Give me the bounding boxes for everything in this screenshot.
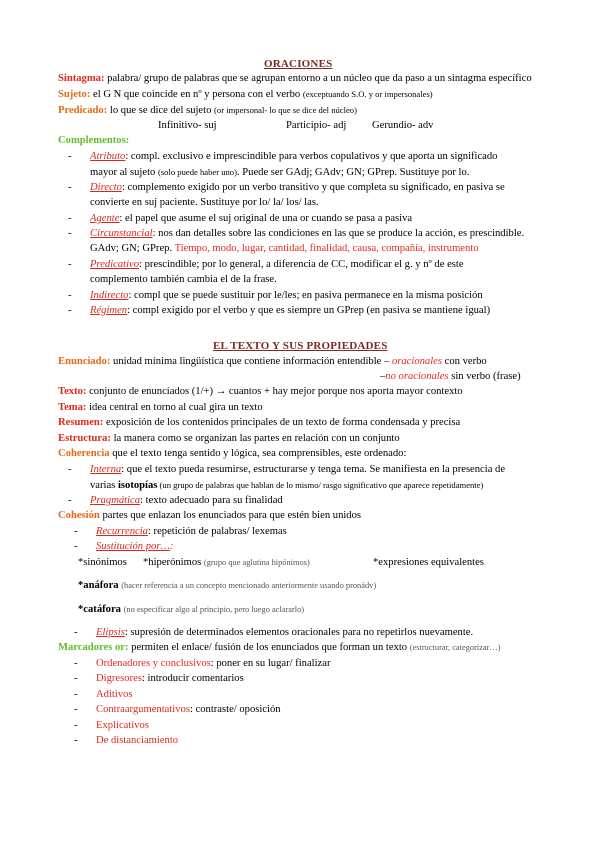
bullet-dash: - xyxy=(68,290,72,301)
bullet-dash: - xyxy=(68,213,72,224)
term-marcadores: Marcadores or: xyxy=(58,642,129,653)
bullet-dash: - xyxy=(68,464,72,475)
term-indirecto: Indirecto xyxy=(90,290,129,301)
complementos-heading: Complementos: xyxy=(58,135,130,146)
def-estructura xyxy=(58,432,400,446)
tema-text: idea central en torno al cual gira un texto xyxy=(86,402,263,413)
circunstancial-line2: GAdv; GN; GPrep. xyxy=(90,243,175,254)
cohesion-elipsis xyxy=(74,626,473,640)
term-explicativos: Explicativos xyxy=(96,720,149,731)
cohesion-text: partes que enlazan los enunciados para que estén bien unidos xyxy=(99,510,362,521)
texto-text: conjunto de enunciados (1/+) → cuantos + hay mejor porque nos aporta mayor contexto xyxy=(86,386,463,397)
complemento-circunstancial-line2 xyxy=(90,242,479,256)
def-sujeto-note: (exceptuando S.O. y or impersonales) xyxy=(302,89,433,99)
circunstancial-text: : nos dan detalles sobre las condiciones en las que se produce la acción, es prescindible. xyxy=(152,228,525,239)
def-sujeto-text: el G N que coincide en nº y persona con el verbo xyxy=(90,89,303,100)
term-sustitucion: Sustitución por… xyxy=(96,541,170,552)
sustitucion-colon: : xyxy=(169,541,174,552)
enunciado-no-oracionales-desc: sin verbo (frase) xyxy=(448,371,521,382)
enunciado-oracionales: oracionales xyxy=(391,356,442,367)
term-distanciamiento: De distanciamiento xyxy=(96,735,179,746)
marcador-distanciamiento xyxy=(74,734,178,748)
term-pragmatica: Pragmática xyxy=(90,495,141,506)
coherencia-interna-line2 xyxy=(90,478,483,493)
complemento-regimen xyxy=(68,304,490,318)
estructura-text: la manera como se organizan las partes en relación con un conjunto xyxy=(110,433,400,444)
sustitucion-catafora xyxy=(78,603,304,617)
hiperonimos-note: (grupo que aglutina hipónimos) xyxy=(203,558,310,567)
cohesion-sustitucion xyxy=(74,540,173,554)
term-coherencia: Coherencia xyxy=(58,448,110,459)
sustitucion-expresiones: *expresiones equivalentes xyxy=(373,557,484,568)
term-sujeto: Sujeto: xyxy=(58,89,91,100)
digresores-text: : introducir comentarios xyxy=(141,673,244,684)
term-interna: Interna xyxy=(90,464,122,475)
enunciado-text: unidad mínima lingüística que contiene información entendible – xyxy=(110,356,392,367)
bullet-dash: - xyxy=(68,259,72,270)
def-sujeto xyxy=(58,87,433,102)
hiperonimos-label: *hiperónimos xyxy=(143,557,202,568)
ordenadores-text: : poner en su lugar/ finalizar xyxy=(210,658,331,669)
atributo-rest: . Puede ser GAdj; GAdv; GN; GPrep. Sustituye por lo. xyxy=(236,167,470,178)
bullet-dash: - xyxy=(68,495,72,506)
contraargumentativos-text: : contraste/ oposición xyxy=(189,704,281,715)
def-tema xyxy=(58,401,263,415)
bullet-dash: - xyxy=(74,720,78,731)
directo-text: : complemento exigido por un verbo transitivo y que completa su significado, en pasiva se xyxy=(121,182,505,193)
enunciado-no-oracionales: no oracionales xyxy=(385,371,449,382)
catafora-label: *catáfora xyxy=(78,604,121,615)
coherencia-pragmatica xyxy=(68,494,283,508)
marcador-contraargumentativos xyxy=(74,703,281,717)
section-title-texto: EL TEXTO Y SUS PROPIEDADES xyxy=(213,340,388,352)
term-ordenadores: Ordenadores y conclusivos xyxy=(96,658,211,669)
cohesion-recurrencia xyxy=(74,525,287,539)
enunciado-oracionales-desc: con verbo xyxy=(441,356,487,367)
section-title-oraciones: ORACIONES xyxy=(264,58,333,70)
def-coherencia xyxy=(58,447,406,461)
term-predicativo: Predicativo xyxy=(90,259,140,270)
circunstancial-types: Tiempo, modo, lugar, cantidad, finalidad, causa, compañía, instrumento xyxy=(174,243,479,254)
bullet-dash: - xyxy=(74,541,78,552)
regimen-text: : compl exigido por el verbo y que es siempre un GPrep (en pasiva se mantiene igual) xyxy=(127,305,491,316)
bullet-dash: - xyxy=(74,526,78,537)
term-sintagma: Sintagma: xyxy=(58,73,105,84)
complemento-directo-line2: convierte en suj paciente. Sustituye por lo/ la/ los/ las. xyxy=(90,197,319,208)
marcador-explicativos xyxy=(74,719,149,733)
predicativo-text: : prescindible; por lo general, a diferencia de CC, modificar el g. y nº de este xyxy=(139,259,464,270)
term-digresores: Digresores xyxy=(96,673,142,684)
def-enunciado-line2 xyxy=(380,370,521,384)
complemento-predicativo-line2: complemento también cambia el de la frase. xyxy=(90,274,277,285)
term-isotopias: isotopías xyxy=(117,480,158,491)
marcador-aditivos xyxy=(74,688,133,702)
marcador-ordenadores xyxy=(74,657,330,671)
indirecto-text: : compl que se puede sustituir por le/les; en pasiva permanece en la misma posición xyxy=(128,290,483,301)
sustitucion-sinonimos: *sinónimos xyxy=(78,557,127,568)
bullet-dash: - xyxy=(74,689,78,700)
def-predicado-note: (or impersonal- lo que se dice del núcleo) xyxy=(214,105,357,115)
def-resumen xyxy=(58,416,460,430)
def-sintagma xyxy=(58,72,532,86)
recurrencia-text: : repetición de palabras/ lexemas xyxy=(147,526,287,537)
atributo-text: : compl. exclusivo e imprescindible para verbos copulativos y que aporta un significado xyxy=(125,151,498,162)
marcadores-note: (estructurar, categorizar…) xyxy=(409,643,501,652)
coherencia-interna xyxy=(68,463,505,477)
term-enunciado: Enunciado: xyxy=(58,356,111,367)
anafora-note: (hacer referencia a un concepto mencionado anteriormente usando pronádv) xyxy=(121,581,377,590)
verboide-infinitivo: Infinitivo- suj xyxy=(158,120,217,131)
term-atributo: Atributo xyxy=(90,151,126,162)
interna-line2a: varias xyxy=(90,480,118,491)
atributo-line2: mayor al sujeto xyxy=(90,167,158,178)
complemento-atributo xyxy=(68,150,497,164)
marcador-digresores xyxy=(74,672,244,686)
complemento-indirecto xyxy=(68,289,483,303)
def-texto xyxy=(58,385,463,399)
interna-text: : que el texto pueda resumirse, estructurarse y tenga tema. Se manifiesta en la presencia de xyxy=(121,464,506,475)
term-estructura: Estructura: xyxy=(58,433,111,444)
resumen-text: exposición de los contenidos principales de un texto de forma condensada y precisa xyxy=(103,417,461,428)
bullet-dash: - xyxy=(74,658,78,669)
bullet-dash: - xyxy=(74,627,78,638)
term-regimen: Régimen xyxy=(90,305,128,316)
term-tema: Tema: xyxy=(58,402,87,413)
term-recurrencia: Recurrencia xyxy=(96,526,148,537)
complemento-directo xyxy=(68,181,505,195)
bullet-dash: - xyxy=(74,673,78,684)
coherencia-text: que el texto tenga sentido y lógica, sea comprensibles, este ordenado: xyxy=(109,448,407,459)
term-directo: Directo xyxy=(90,182,122,193)
verboide-participio: Participio- adj xyxy=(286,120,347,131)
term-elipsis: Elipsis xyxy=(96,627,125,638)
term-texto: Texto: xyxy=(58,386,87,397)
pragmatica-text: : texto adecuado para su finalidad xyxy=(140,495,283,506)
def-predicado xyxy=(58,103,357,118)
bullet-dash: - xyxy=(74,735,78,746)
def-cohesion xyxy=(58,509,361,523)
bullet-dash: - xyxy=(68,182,72,193)
atributo-note: (solo puede haber uno) xyxy=(157,167,237,177)
term-circunstancial: Circunstancial xyxy=(90,228,153,239)
enunciado-dash: – xyxy=(380,371,386,382)
elipsis-text: : supresión de determinados elementos oracionales para no repetirlos nuevamente. xyxy=(124,627,474,638)
agente-text: : el papel que asume el suj original de una or cuando se pasa a pasiva xyxy=(119,213,413,224)
bullet-dash: - xyxy=(68,151,72,162)
sustitucion-hiperonimos xyxy=(143,556,310,570)
complemento-agente xyxy=(68,212,412,226)
term-contraargumentativos: Contraargumentativos xyxy=(96,704,190,715)
term-predicado: Predicado: xyxy=(58,105,108,116)
sustitucion-anafora xyxy=(78,579,376,593)
complemento-predicativo xyxy=(68,258,464,272)
complemento-atributo-line2 xyxy=(90,165,469,180)
verboide-gerundio: Gerundio- adv xyxy=(372,120,434,131)
isotopias-note: (un grupo de palabras que hablan de lo mismo/ rasgo significativo que aparece repetidamente) xyxy=(157,480,484,490)
term-resumen: Resumen: xyxy=(58,417,104,428)
term-agente: Agente xyxy=(90,213,120,224)
complemento-circunstancial xyxy=(68,227,524,241)
def-predicado-text: lo que se dice del sujeto xyxy=(107,105,215,116)
def-sintagma-text: palabra/ grupo de palabras que se agrupan entorno a un núcleo que da paso a un sintagma específico xyxy=(104,73,532,84)
marcadores-text: permiten el enlace/ fusión de los enunciados que forman un texto xyxy=(128,642,410,653)
bullet-dash: - xyxy=(68,305,72,316)
bullet-dash: - xyxy=(74,704,78,715)
def-enunciado xyxy=(58,355,487,369)
term-cohesion: Cohesión xyxy=(58,510,100,521)
term-aditivos: Aditivos xyxy=(96,689,133,700)
catafora-note: (no especificar algo al principio, pero luego aclararlo) xyxy=(123,605,305,614)
anafora-label: *anáfora xyxy=(78,580,119,591)
bullet-dash: - xyxy=(68,228,72,239)
def-marcadores xyxy=(58,641,501,655)
